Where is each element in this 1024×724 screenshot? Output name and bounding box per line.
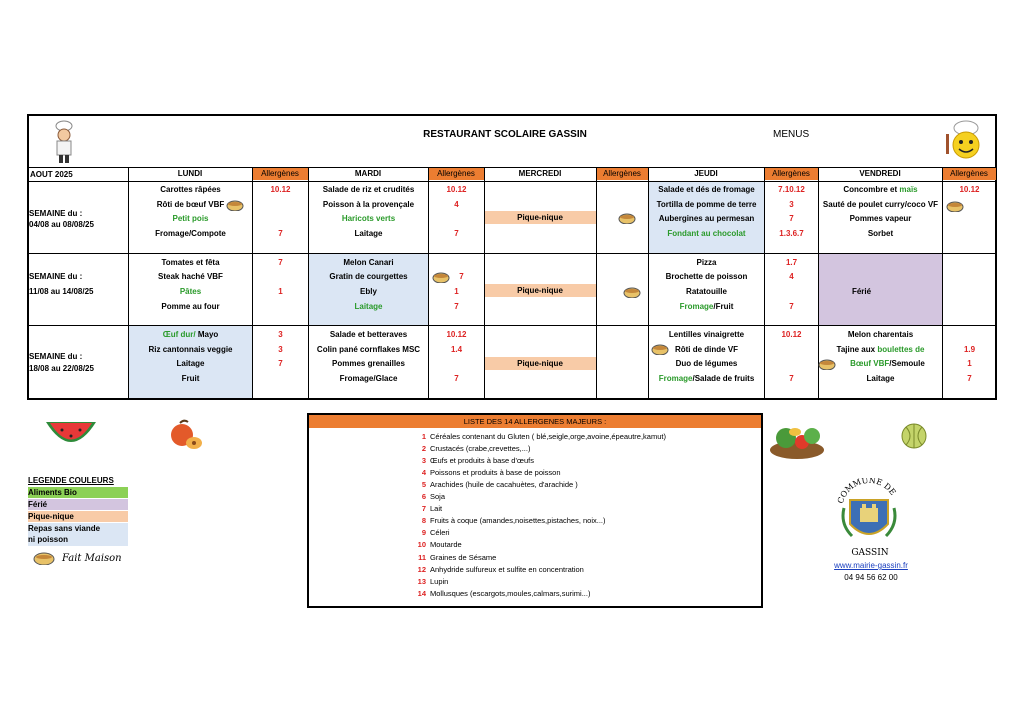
allergen-header: Allergènes — [428, 168, 484, 180]
picnic-label: Pique-nique — [517, 359, 563, 368]
allergen-code: 7 — [278, 359, 283, 368]
watermelon-icon — [44, 418, 98, 452]
menu-item: Laitage — [354, 302, 383, 311]
menu-item: Aubergines au permesan — [658, 214, 755, 223]
melon-icon — [900, 421, 928, 449]
allergen-list-item — [414, 577, 448, 586]
menu-item: Rôti de dinde VF — [674, 345, 739, 354]
week-dates: 04/08 au 08/08/25 — [29, 220, 94, 229]
menu-item: Salade et dés de fromage — [658, 185, 755, 194]
allergen-number: 9 — [421, 528, 426, 538]
menu-item: Fondant au chocolat — [667, 229, 746, 238]
menu-item: Fruit — [181, 374, 200, 383]
allergen-list-item — [414, 528, 450, 537]
picnic-label: Pique-nique — [517, 286, 563, 295]
allergen-list-item — [414, 553, 496, 562]
page-title: RESTAURANT SCOLAIRE GASSIN — [423, 129, 587, 140]
menu-item: Brochette de poisson — [665, 272, 748, 281]
allergen-text: Céréales contenant du Gluten ( blé,seigle,orge,avoine,épeautre,kamut) — [430, 432, 666, 441]
day-vendredi: VENDREDI — [859, 169, 901, 178]
allergen-text: Mollusques (escargots,moules,calmars,surimi...) — [430, 588, 591, 598]
allergen-number: 6 — [421, 492, 426, 502]
fait-maison-label: Fait Maison — [62, 553, 122, 564]
menu-item: Fromage/Compote — [155, 229, 226, 238]
menu-item: Duo de légumes — [675, 359, 738, 368]
seal-text: COMMUNE DE — [836, 478, 898, 505]
allergen-code: 7 — [459, 272, 464, 281]
legend-item-ferie: Férié — [28, 499, 128, 510]
menu-item: Salade et betteraves — [329, 330, 408, 339]
allergen-list-item — [414, 480, 578, 489]
menu-item: Fromage/Fruit — [679, 302, 734, 311]
allergen-text: Crustacés (crabe,crevettes,...) — [430, 444, 531, 454]
week-dates: 11/08 au 14/08/25 — [29, 287, 94, 296]
allergen-text: Poissons et produits à base de poisson — [430, 468, 561, 478]
menu-item: Fromage/Glace — [339, 374, 398, 383]
allergen-text: Anhydride sulfureux et sulfite en concentration — [430, 564, 584, 574]
allergen-header: Allergènes — [252, 168, 308, 180]
allergen-number: 7 — [421, 504, 426, 514]
allergen-text: Graines de Sésame — [430, 552, 497, 562]
legend-veggie-line2: ni poisson — [28, 535, 68, 544]
allergen-list-title: LISTE DES 14 ALLERGENES MAJEURS : — [309, 415, 761, 428]
menu-item: Gratin de courgettes — [329, 272, 408, 281]
menu-item: Colin pané cornflakes MSC — [316, 345, 421, 354]
chef-icon — [50, 120, 78, 164]
allergen-number: 10 — [417, 540, 426, 550]
week-dates: 18/08 au 22/08/25 — [29, 364, 94, 373]
allergen-code: 7 — [789, 374, 794, 383]
menu-item: Laitage — [354, 229, 383, 238]
menu-item: Œuf dur/ Mayo — [162, 330, 219, 339]
allergen-number: 1 — [421, 432, 426, 441]
allergen-number: 14 — [417, 588, 426, 598]
allergen-list-item — [414, 468, 561, 477]
allergen-header: Allergènes — [942, 168, 996, 180]
allergen-code: 1 — [454, 287, 459, 296]
allergen-code: 1 — [967, 359, 972, 368]
menu-item: Pommes grenailles — [332, 359, 405, 368]
allergen-number: 5 — [421, 480, 426, 490]
allergen-code: 10.12 — [959, 185, 980, 194]
allergen-code: 10.12 — [270, 185, 291, 194]
menu-item: Salade de riz et crudités — [322, 185, 415, 194]
allergen-code: 7 — [278, 258, 283, 267]
menu-item: Tortilla de pomme de terre — [656, 200, 757, 209]
allergen-number: 8 — [421, 516, 426, 526]
menu-item: Tajine aux boulettes de — [836, 345, 925, 354]
allergen-number: 3 — [421, 456, 426, 466]
fait-maison-icon — [226, 198, 244, 209]
allergen-list-item — [414, 516, 606, 525]
menu-item: Sauté de poulet curry/coco VF — [822, 200, 939, 209]
allergen-list-item — [414, 504, 442, 513]
allergen-code: 1.7 — [785, 258, 798, 267]
menu-item: Ebly — [360, 287, 377, 296]
allergen-text: Soja — [430, 492, 446, 502]
allergen-text: Céleri — [430, 528, 450, 538]
allergen-list-item — [414, 565, 584, 574]
allergen-code: 10.12 — [781, 330, 802, 339]
vegetables-basket-icon — [768, 420, 826, 460]
allergen-code: 7 — [789, 214, 794, 223]
menu-item: Pâtes — [179, 287, 202, 296]
menu-item: Riz cantonnais veggie — [148, 345, 233, 354]
holiday-label: Férié — [851, 287, 872, 296]
allergen-code: 1 — [278, 287, 283, 296]
allergen-code: 7 — [967, 374, 972, 383]
allergen-code: 7.10.12 — [778, 185, 805, 194]
allergen-list-item — [414, 589, 590, 598]
allergen-header: Allergènes — [596, 168, 648, 180]
legend-item-bio: Aliments Bio — [28, 487, 128, 498]
smiley-chef-icon — [944, 120, 984, 162]
allergen-code: 4 — [789, 272, 794, 281]
fait-maison-icon — [33, 552, 55, 565]
allergen-code: 4 — [454, 200, 459, 209]
menu-item: Sorbet — [867, 229, 894, 238]
menu-item: Fromage/Salade de fruits — [658, 374, 755, 383]
allergen-number: 13 — [417, 576, 426, 586]
peach-icon — [166, 419, 204, 453]
menu-item: Melon charentais — [847, 330, 914, 339]
commune-url[interactable]: www.mairie-gassin.fr — [834, 561, 908, 570]
allergen-number: 11 — [418, 552, 426, 562]
month-label: AOUT 2025 — [30, 170, 73, 179]
allergen-code: 3 — [278, 345, 283, 354]
allergen-text: Arachides (huile de cacahuètes, d'arachide ) — [430, 480, 578, 490]
allergen-code: 7 — [278, 229, 283, 238]
allergen-text: Fruits à coque (amandes,noisettes,pistaches, noix...) — [430, 516, 606, 526]
allergen-code: 10.12 — [446, 185, 467, 194]
day-mardi: MARDI — [354, 169, 382, 178]
menu-item: Carottes râpées — [160, 185, 221, 194]
legend-veggie-line1: Repas sans viande — [28, 524, 101, 533]
fait-maison-icon — [618, 211, 636, 222]
menu-item: Lentilles vinaigrette — [668, 330, 745, 339]
allergen-number: 12 — [417, 564, 426, 574]
menu-item: Bœuf VBF/Semoule — [850, 359, 925, 368]
commune-name: GASSIN — [851, 548, 889, 558]
menu-item: Tomates et fêta — [161, 258, 220, 267]
day-jeudi: JEUDI — [694, 169, 718, 178]
menus-label: MENUS — [773, 129, 810, 140]
allergen-number: 2 — [421, 444, 426, 454]
allergen-text: Moutarde — [430, 540, 462, 550]
menu-item: Pomme au four — [161, 302, 220, 311]
commune-seal — [836, 478, 902, 548]
menu-item: Petit pois — [172, 214, 209, 223]
allergen-text: Lupin — [430, 576, 449, 586]
fait-maison-icon — [623, 285, 641, 296]
allergen-code: 7 — [454, 374, 459, 383]
menu-item: Melon Canari — [343, 258, 394, 267]
allergen-code: 7 — [789, 302, 794, 311]
picnic-label: Pique-nique — [517, 213, 563, 222]
menu-item: Pizza — [696, 258, 717, 267]
allergen-list-item — [414, 540, 462, 549]
allergen-code: 3 — [789, 200, 794, 209]
menu-item: Laitage — [866, 374, 895, 383]
menu-item: Rôti de bœuf VBF — [156, 200, 225, 209]
allergen-text: Lait — [430, 504, 443, 514]
allergen-list-item — [414, 456, 534, 465]
menu-item: Concombre et maïs — [843, 185, 918, 194]
week-label: SEMAINE du : — [29, 272, 83, 281]
allergen-code: 1.9 — [963, 345, 976, 354]
menu-item: Laitage — [176, 359, 205, 368]
commune-phone: 04 94 56 62 00 — [844, 573, 898, 582]
menu-item: Ratatouille — [686, 287, 727, 296]
allergen-code: 1.3.6.7 — [779, 229, 804, 238]
allergen-code: 10.12 — [446, 330, 467, 339]
week-label: SEMAINE du : — [29, 209, 83, 218]
allergen-list-item — [414, 492, 445, 501]
menu-item: Steak haché VBF — [158, 272, 223, 281]
menu-item: Haricots verts — [341, 214, 396, 223]
allergen-number: 4 — [421, 468, 426, 478]
menu-item: Poisson à la provençale — [322, 200, 415, 209]
allergen-code: 1.4 — [450, 345, 463, 354]
menu-item: Pommes vapeur — [849, 214, 912, 223]
allergen-text: Œufs et produits à base d'œufs — [430, 456, 534, 466]
legend-item-picnic: Pique-nique — [28, 511, 128, 522]
allergen-list-box — [307, 413, 763, 608]
allergen-list-item — [414, 444, 530, 453]
allergen-code: 7 — [454, 302, 459, 311]
allergen-header: Allergènes — [764, 168, 818, 180]
fait-maison-icon — [946, 199, 964, 210]
day-mercredi: MERCREDI — [518, 169, 562, 178]
allergen-code: 7 — [454, 229, 459, 238]
legend-item-veggie — [28, 523, 128, 546]
allergen-list-item — [414, 432, 666, 441]
week-label: SEMAINE du : — [29, 352, 83, 361]
day-lundi: LUNDI — [177, 169, 203, 178]
legend-title: LEGENDE COULEURS — [28, 476, 114, 485]
allergen-code: 3 — [278, 330, 283, 339]
